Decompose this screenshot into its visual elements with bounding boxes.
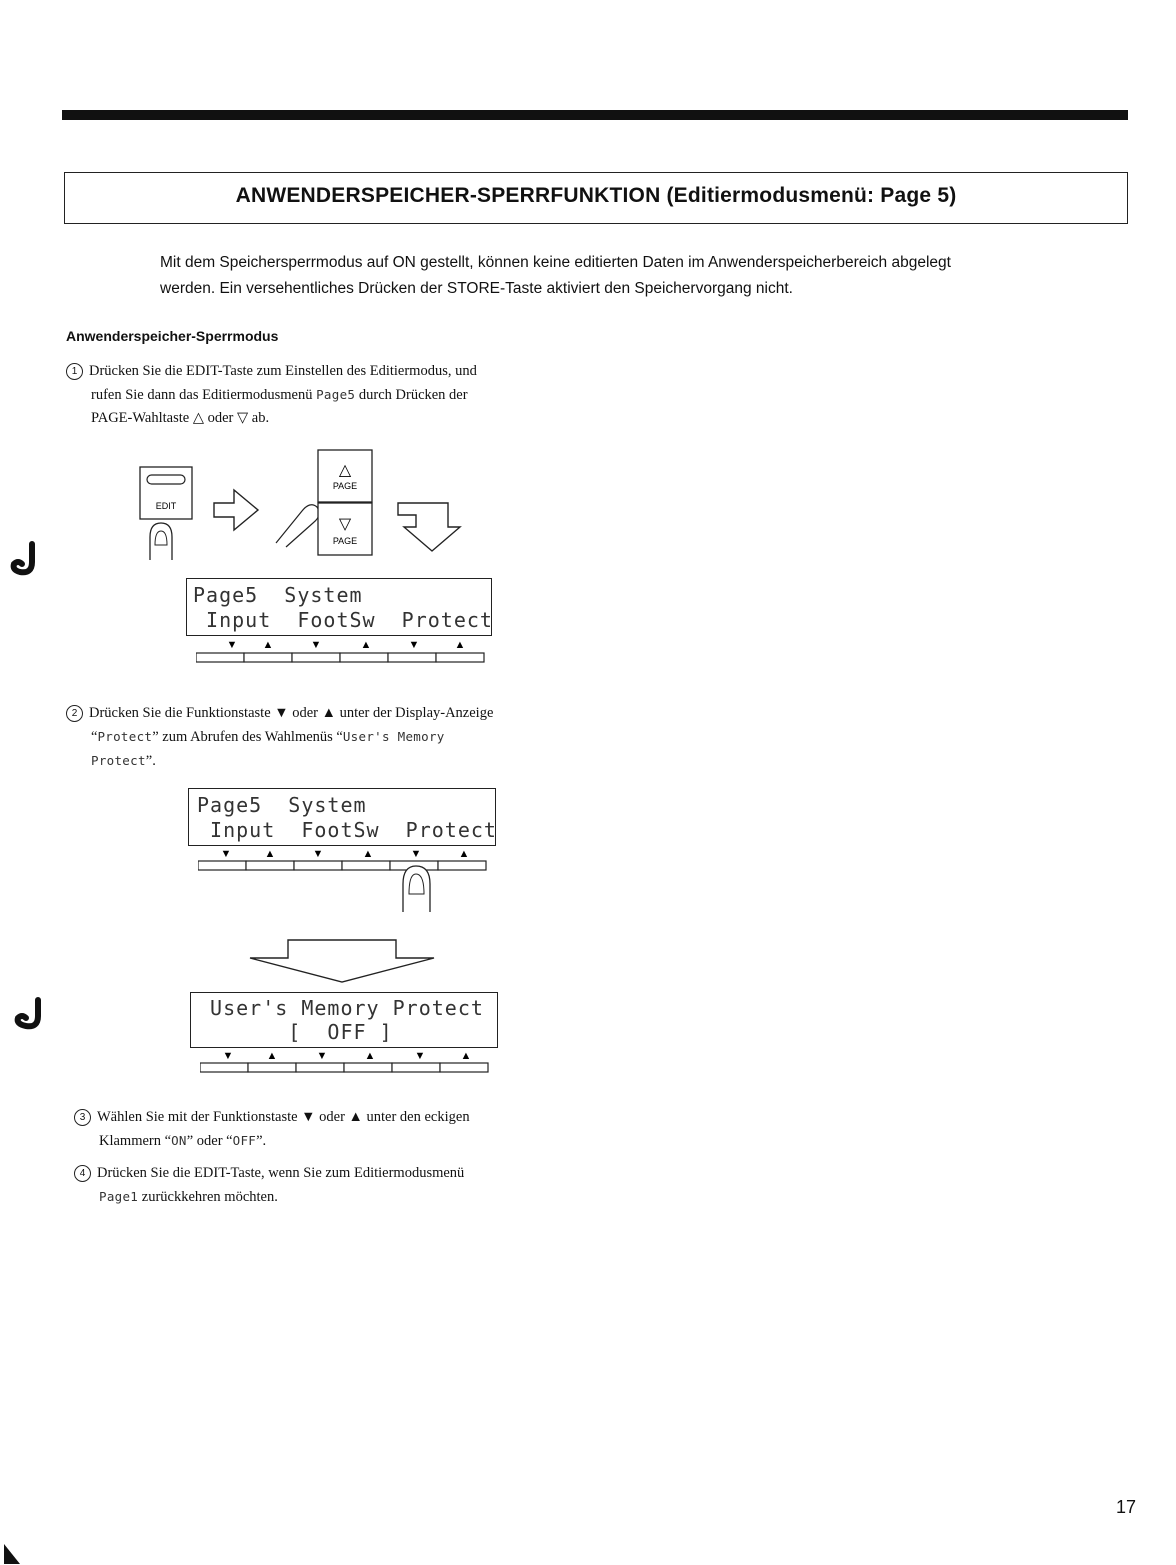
function-up-arrow-icon: ▲ xyxy=(360,639,372,651)
function-key-6[interactable] xyxy=(440,1063,488,1072)
finger-diagonal-icon xyxy=(276,505,319,547)
step-text: Drücken Sie die EDIT-Taste, wenn Sie zum Editiermodusmenü xyxy=(97,1165,465,1181)
function-key-3[interactable] xyxy=(296,1063,344,1072)
function-down-arrow-icon: ▼ xyxy=(220,848,232,860)
function-key-3[interactable] xyxy=(294,861,342,870)
intro-line-1: Mit dem Speichersperrmodus auf ON gestellt, können keine editierten Daten im Anwenderspeicherbereich abgelegt xyxy=(160,254,951,271)
function-key-5[interactable] xyxy=(388,653,436,662)
function-key-4[interactable] xyxy=(342,861,390,870)
function-key-6[interactable] xyxy=(438,861,486,870)
function-down-arrow-icon: ▼ xyxy=(408,639,420,651)
function-up-arrow-icon: ▲ xyxy=(266,1050,278,1062)
function-key-2[interactable] xyxy=(246,861,294,870)
page-up-label: PAGE xyxy=(332,481,358,491)
step-text: Wählen Sie mit der Funktionstaste ▼ oder ▲ unter den eckigen xyxy=(97,1109,470,1125)
step-text: Drücken Sie die Funktionstaste ▼ oder ▲ unter der Display-Anzeige xyxy=(89,705,494,721)
step-number: 1 xyxy=(66,363,83,380)
bent-down-arrow-icon xyxy=(398,503,460,551)
function-up-arrow-icon: ▲ xyxy=(454,639,466,651)
page-up-icon: △ xyxy=(338,460,352,479)
function-down-arrow-icon: ▼ xyxy=(316,1050,328,1062)
function-key-1[interactable] xyxy=(198,861,246,870)
menu-code: Page5 xyxy=(316,387,356,402)
function-key-4[interactable] xyxy=(344,1063,392,1072)
page-down-icon: ▽ xyxy=(338,514,352,533)
corner-mark-icon xyxy=(0,1540,30,1565)
lcd-line-1: Page5 System xyxy=(197,793,367,817)
top-rule xyxy=(62,110,1128,120)
function-key-3[interactable] xyxy=(292,653,340,662)
margin-mark-icon xyxy=(8,996,48,1036)
function-key-4[interactable] xyxy=(340,653,388,662)
function-up-arrow-icon: ▲ xyxy=(458,848,470,860)
edit-key-label: EDIT xyxy=(155,501,177,511)
page-title: ANWENDERSPEICHER-SPERRFUNKTION (Editiermodusmenü: Page 5) xyxy=(235,184,957,207)
margin-mark-icon xyxy=(8,540,42,580)
right-arrow-icon xyxy=(214,490,258,530)
function-up-arrow-icon: ▲ xyxy=(364,1050,376,1062)
step-text: Drücken Sie die EDIT-Taste zum Einstellen des Editiermodus, und xyxy=(89,363,477,379)
function-down-arrow-icon: ▼ xyxy=(226,639,238,651)
lcd-line-2: Input FootSw Protect xyxy=(197,818,497,842)
function-down-arrow-icon: ▼ xyxy=(312,848,324,860)
section-heading: Anwenderspeicher-Sperrmodus xyxy=(66,328,279,344)
page-up-symbol-icon: △ xyxy=(192,410,204,426)
step-number: 3 xyxy=(74,1109,91,1126)
button-illustration xyxy=(130,445,490,565)
function-key-1[interactable] xyxy=(196,653,244,662)
function-down-arrow-icon: ▼ xyxy=(222,1050,234,1062)
page-down-symbol-icon: ▽ xyxy=(236,410,249,426)
edit-key-led xyxy=(147,475,185,484)
function-up-arrow-icon: ▲ xyxy=(264,848,276,860)
step-number: 2 xyxy=(66,705,83,722)
lcd-display-3 xyxy=(190,992,498,1048)
function-keys-1 xyxy=(196,638,490,666)
function-key-2[interactable] xyxy=(248,1063,296,1072)
function-down-arrow-icon: ▼ xyxy=(414,1050,426,1062)
function-up-arrow-icon: ▲ xyxy=(262,639,274,651)
lcd-line-1: Page5 System xyxy=(193,583,363,607)
lcd-line-2: [ OFF ] xyxy=(197,1020,393,1044)
lcd-display-1 xyxy=(186,578,492,636)
lcd-display-2 xyxy=(188,788,496,846)
page-down-label: PAGE xyxy=(332,536,358,546)
step-number: 4 xyxy=(74,1165,91,1182)
big-down-arrow-icon xyxy=(244,938,440,986)
finger-icon xyxy=(403,866,430,912)
lcd-line-2: Input FootSw Protect xyxy=(193,608,493,632)
step-2: 2 Drücken Sie die Funktionstaste ▼ oder ▲ unter der Display-Anzeige “Protect” zum Abrufen des Wahlmenüs “User's Memory Protect”. xyxy=(66,702,586,773)
function-keys-2 xyxy=(198,846,492,914)
function-keys-3 xyxy=(200,1048,494,1076)
function-key-6[interactable] xyxy=(436,653,484,662)
step-4: 4 Drücken Sie die EDIT-Taste, wenn Sie zum Editiermodusmenü Page1 zurückkehren möchten. xyxy=(74,1162,594,1209)
function-down-arrow-icon: ▼ xyxy=(410,848,422,860)
page-number: 17 xyxy=(1115,1497,1136,1517)
function-down-arrow-icon: ▼ xyxy=(310,639,322,651)
step-1: 1 Drücken Sie die EDIT-Taste zum Einstellen des Editiermodus, und rufen Sie dann das Editiermodusmenü Page5 durch Drücken der PAGE-Wahltaste △ oder ▽ ab. xyxy=(66,360,586,430)
function-key-1[interactable] xyxy=(200,1063,248,1072)
intro-paragraph xyxy=(160,250,1040,302)
function-key-5[interactable] xyxy=(392,1063,440,1072)
function-key-2[interactable] xyxy=(244,653,292,662)
step-3: 3 Wählen Sie mit der Funktionstaste ▼ oder ▲ unter den eckigen Klammern “ON” oder “OFF”. xyxy=(74,1106,594,1153)
lcd-line-1: User's Memory Protect xyxy=(197,996,484,1020)
function-up-arrow-icon: ▲ xyxy=(460,1050,472,1062)
finger-icon xyxy=(150,523,172,560)
function-up-arrow-icon: ▲ xyxy=(362,848,374,860)
intro-line-2: werden. Ein versehentliches Drücken der STORE-Taste aktiviert den Speichervorgang nicht. xyxy=(160,280,793,297)
